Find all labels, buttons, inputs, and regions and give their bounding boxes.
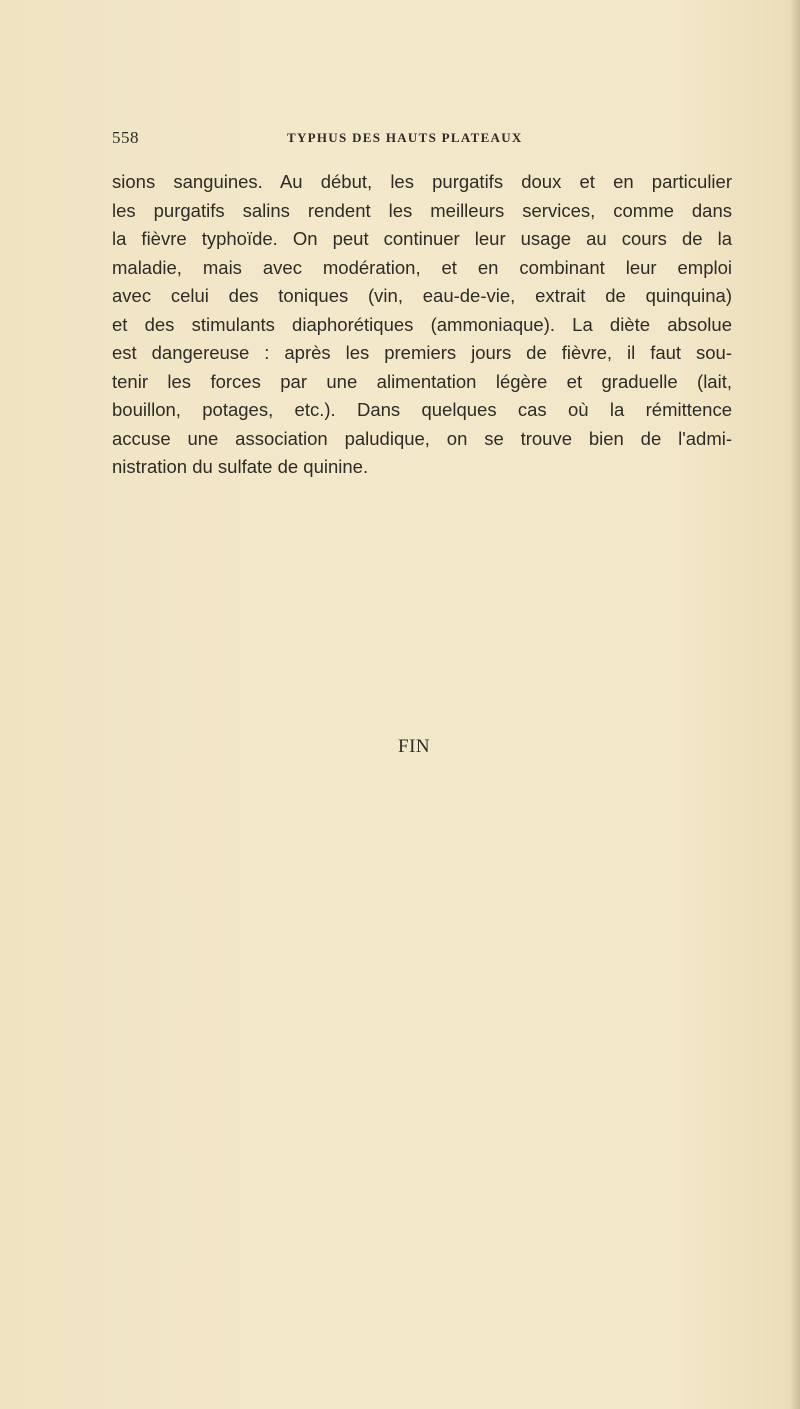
page-header bbox=[112, 128, 742, 152]
text-line: accuse une association paludique, on se trouve bien de l'admi- bbox=[112, 427, 732, 449]
page-number: 558 bbox=[112, 128, 139, 147]
text-line: bouillon, potages, etc.). Dans quelques cas où la rémittence bbox=[112, 399, 732, 420]
text-line: les purgatifs salins rendent les meilleurs services, comme dans bbox=[112, 199, 732, 221]
text-line: avec celui des toniques (vin, eau-de-vie, extrait de quinquina) bbox=[112, 285, 732, 306]
page-edge-shadow bbox=[790, 0, 800, 1409]
end-mark: FIN bbox=[398, 736, 431, 757]
text-line: tenir les forces par une alimentation légère et graduelle (lait, bbox=[112, 370, 732, 392]
text-line: est dangereuse : après les premiers jours de fièvre, il faut sou- bbox=[112, 342, 732, 363]
text-line: sions sanguines. Au début, les purgatifs doux et en particulier bbox=[112, 171, 732, 192]
text-line: et des stimulants diaphorétiques (ammoniaque). La diète absolue bbox=[112, 313, 732, 335]
text-line: maladie, mais avec modération, et en combinant leur emploi bbox=[112, 256, 732, 278]
text-line: la fièvre typhoïde. On peut continuer leur usage au cours de la bbox=[112, 228, 732, 249]
body-paragraph bbox=[112, 168, 732, 482]
running-title: TYPHUS DES HAUTS PLATEAUX bbox=[287, 130, 523, 145]
text-line: nistration du sulfate de quinine. bbox=[112, 456, 369, 477]
